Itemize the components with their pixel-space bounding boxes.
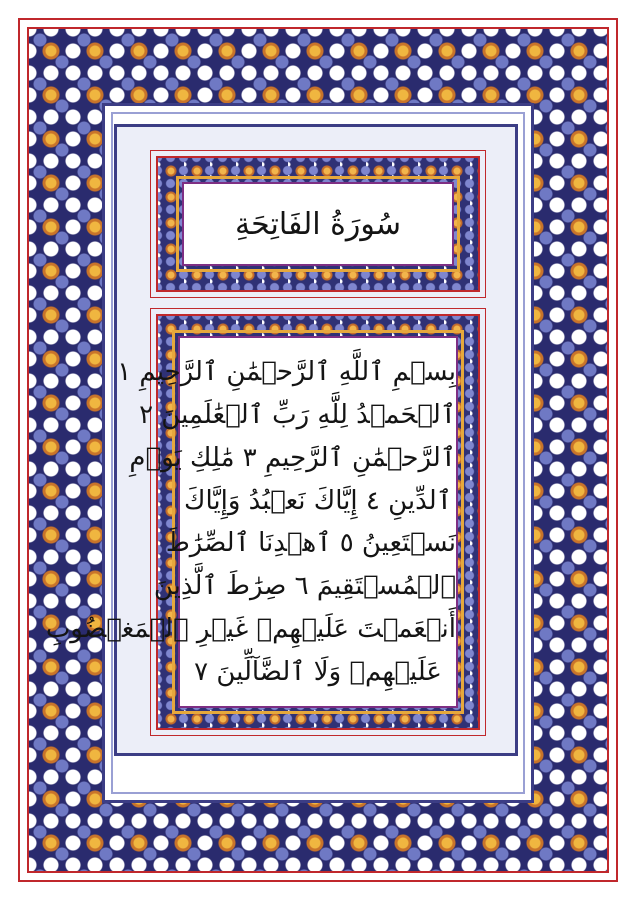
verse-text-area (45, 336, 458, 708)
verse-line-7: أَنۡعَمۡتَ عَلَيۡهِمۡ غَيۡرِ ٱلۡمَغۡضُوبِ (45, 614, 456, 645)
text-panel-ornament (45, 314, 480, 730)
verse-line-5: نَسۡتَعِينُ ٥ ٱهۡدِنَا ٱلصِّرَٰطَ (165, 528, 456, 559)
verse-line-6: ٱلۡمُسۡتَقِيمَ ٦ صِرَٰطَ ٱلَّذِينَ (153, 571, 456, 602)
verse-line-1: بِسۡمِ ٱللَّهِ ٱلرَّحۡمَٰنِ ٱلرَّحِيمِ ١ (117, 357, 456, 387)
verse-line-4: ٱلدِّينِ ٤ إِيَّاكَ نَعۡبُدُ وَإِيَّاكَ (184, 485, 452, 516)
verse-lines (45, 352, 456, 692)
verse-line-8: عَلَيۡهِمۡ وَلَا ٱلضَّآلِّينَ ٧ (194, 656, 442, 687)
verse-line-3: ٱلرَّحۡمَٰنِ ٱلرَّحِيمِ ٣ مَٰلِكِ يَوۡمِ (129, 442, 456, 473)
verse-line-2: ٱلۡحَمۡدُ لِلَّهِ رَبِّ ٱلۡعَٰلَمِينَ ٢ (139, 399, 456, 430)
title-cartouche (182, 182, 454, 266)
title-panel-ornament (156, 156, 480, 292)
surah-title: سُورَةُ الفَاتِحَةِ (235, 206, 401, 242)
